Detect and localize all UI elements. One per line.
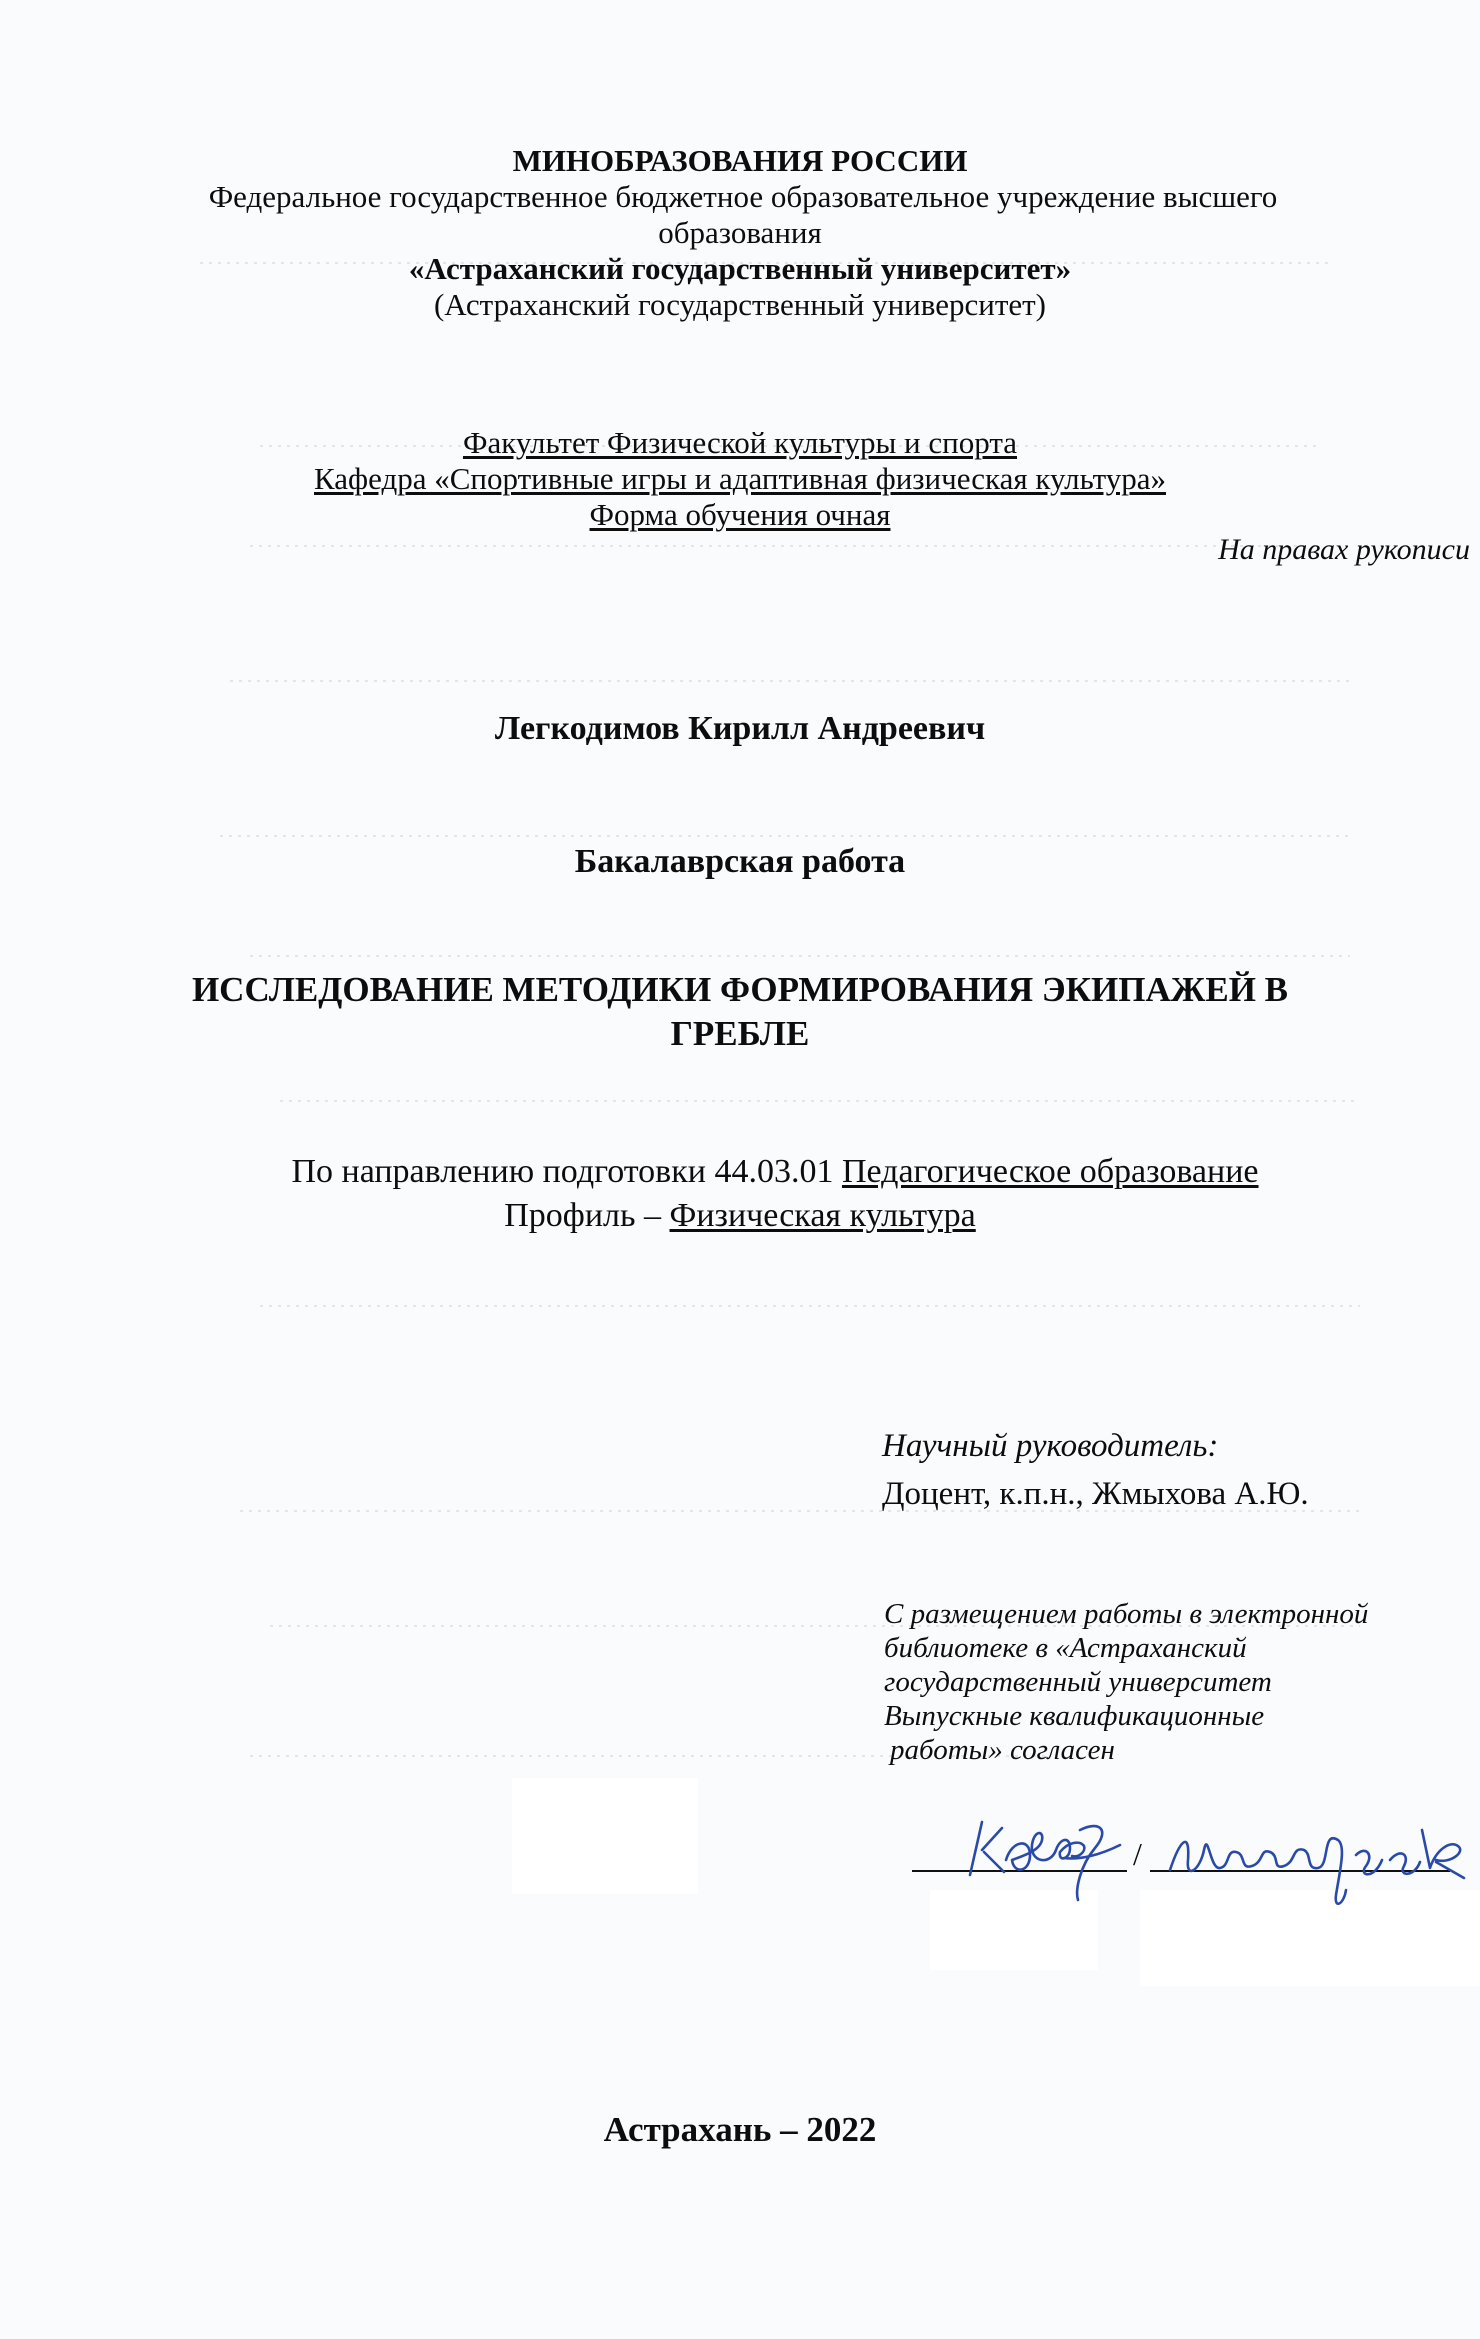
redaction-patch — [512, 1778, 698, 1894]
faculty-name: Факультет Физической культуры и спорта — [462, 425, 1018, 460]
consent-line-5: работы» согласен — [890, 1734, 1115, 1766]
handwritten-signature-icon — [960, 1800, 1140, 1910]
thesis-title-line-2: ГРЕБЛЕ — [670, 1014, 810, 1053]
author-name: Легкодимов Кирилл Андреевич — [494, 710, 986, 747]
consent-line-3: государственный университет — [884, 1666, 1272, 1698]
chair-name: Кафедра «Спортивные игры и адаптивная физическая культура» — [314, 461, 1166, 496]
consent-line-4: Выпускные квалификационные — [884, 1700, 1265, 1732]
work-type: Бакалаврская работа — [574, 843, 906, 880]
institution-line-2: образования — [658, 215, 822, 250]
signature-separator: / — [1133, 1836, 1142, 1872]
supervisor-name: Доцент, к.п.н., Жмыхова А.Ю. — [882, 1476, 1309, 1512]
department-block — [0, 425, 1480, 533]
direction-name: Педагогическое образование — [841, 1153, 1259, 1190]
profile-name: Физическая культура — [669, 1197, 976, 1234]
handwritten-surname-signature-icon — [1160, 1800, 1480, 1920]
ministry-name: МИНОБРАЗОВАНИЯ РОССИИ — [512, 143, 968, 178]
study-form: Форма обучения очная — [589, 497, 891, 532]
institution-line-1: Федеральное государственное бюджетное образовательное учреждение высшего — [208, 179, 1278, 214]
supervisor-block — [882, 1422, 1309, 1518]
supervisor-label: Научный руководитель: — [882, 1428, 1219, 1464]
consent-block — [884, 1597, 1368, 1767]
direction-block — [0, 1150, 1480, 1238]
consent-line-2: библиотеке в «Астраханский — [884, 1632, 1247, 1664]
rights-note: На правах рукописи — [1218, 533, 1470, 566]
profile-prefix: Профиль – — [504, 1197, 670, 1234]
thesis-title-line-1: ИССЛЕДОВАНИЕ МЕТОДИКИ ФОРМИРОВАНИЯ ЭКИПАЖЕЙ В — [191, 970, 1289, 1009]
thesis-title — [0, 968, 1480, 1056]
consent-line-1: С размещением работы в электронной — [884, 1598, 1369, 1630]
university-full-name: «Астраханский государственный университет» — [408, 251, 1072, 286]
header-block — [0, 143, 1480, 323]
university-short-name: (Астраханский государственный университет) — [433, 287, 1046, 322]
direction-prefix: По направлению подготовки 44.03.01 — [291, 1153, 842, 1190]
city-year: Астрахань – 2022 — [603, 2110, 877, 2149]
